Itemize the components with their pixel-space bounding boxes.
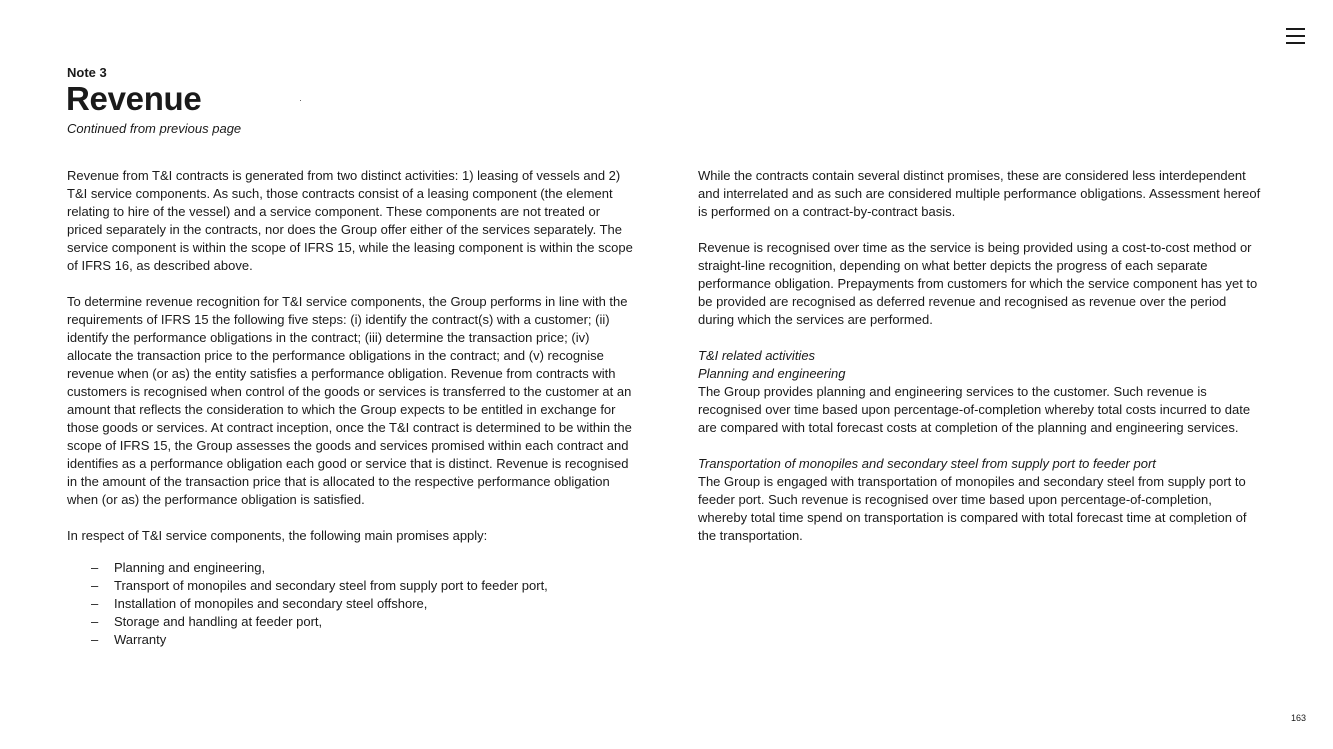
paragraph: While the contracts contain several distinct promises, these are considered less interdependent and interrelated and as such are considered multiple performance obligations. Assessment hereof is performed on a contract-by-contract basis. xyxy=(698,168,1261,219)
right-column xyxy=(698,167,1264,563)
paragraph: Revenue is recognised over time as the service is being provided using a cost-to-cost method or straight-line recognition, depending on what better depicts the progress of each separate performance obligation. Prepayments from customers for which the service component has yet to be provided are recognised as deferred revenue and recognised as revenue over the period during which the services are performed. xyxy=(698,240,1258,327)
paragraph: In respect of T&I service components, the following main promises apply: xyxy=(67,528,488,543)
left-column xyxy=(67,167,637,647)
list-item: – Planning and engineering, xyxy=(91,559,637,577)
paragraph: To determine revenue recognition for T&I service components, the Group performs in line with the requirements of IFRS 15 the following five steps: (i) identify the contract(s) with a customer; (ii) identify the performance obligations in the contract; (iii) determine the transaction price; (iv) allocate the transaction price to the performance obligations in the contract; and (v) recognise revenue when (or as) the entity satisfies a performance obligation. Revenue from contracts with customers is recognised when control of the goods or services is transferred to the customer at an amount that reflects the consideration to which the Group expects to be entitled in exchange for those goods or services. At contract inception, once the T&I contract is determined to be within the scope of IFRS 15, the Group assesses the goods and services promised within each contract and identifies as a performance obligation each good or service that is distinct. Revenue is recognised in the amount of the transaction price that is allocated to the respective performance obligation when (or as) the performance obligation is satisfied. xyxy=(67,294,632,507)
section-block xyxy=(698,347,1264,437)
list-item: – Warranty xyxy=(91,631,637,649)
paragraph: The Group is engaged with transportation of monopiles and secondary steel from supply port to feeder port. Such revenue is recognised over time based upon percentage-of-completion, whereby total time spend on transportation is compared with total forecast time at completion of the transportation. xyxy=(698,474,1247,543)
paragraph: Revenue from T&I contracts is generated from two distinct activities: 1) leasing of vessels and 2) T&I service components. As such, those contracts consist of a leasing component (the element relating to hire of the vessel) and a service component. These components are not treated or priced separately in the contracts, nor does the Group offer either of the services separately. The service component is within the scope of IFRS 15, while the leasing component is within the scope of IFRS 16, as described above. xyxy=(67,168,633,273)
promises-list xyxy=(67,559,637,649)
paragraph: The Group provides planning and engineering services to the customer. Such revenue is recognised over time based upon percentage-of-completion whereby total costs incurred to date are compared with total forecast costs at completion of the planning and engineering services. xyxy=(698,384,1251,435)
note-label: Note 3 xyxy=(67,65,107,80)
list-item: – Installation of monopiles and secondary steel offshore, xyxy=(91,595,637,613)
page-subtitle: Continued from previous page xyxy=(67,121,242,136)
list-item: – Transport of monopiles and secondary steel from supply port to feeder port, xyxy=(91,577,637,595)
page-title: Revenue xyxy=(66,80,202,117)
decorative-dot xyxy=(300,100,301,101)
section-heading: T&I related activities xyxy=(698,348,816,363)
section-block xyxy=(698,455,1264,545)
subsection-heading: Transportation of monopiles and secondary steel from supply port to feeder port xyxy=(698,456,1156,471)
page-number: 163 xyxy=(1291,713,1307,723)
subsection-heading: Planning and engineering xyxy=(698,366,846,381)
list-item: – Storage and handling at feeder port, xyxy=(91,613,637,631)
menu-icon[interactable] xyxy=(1286,27,1306,45)
